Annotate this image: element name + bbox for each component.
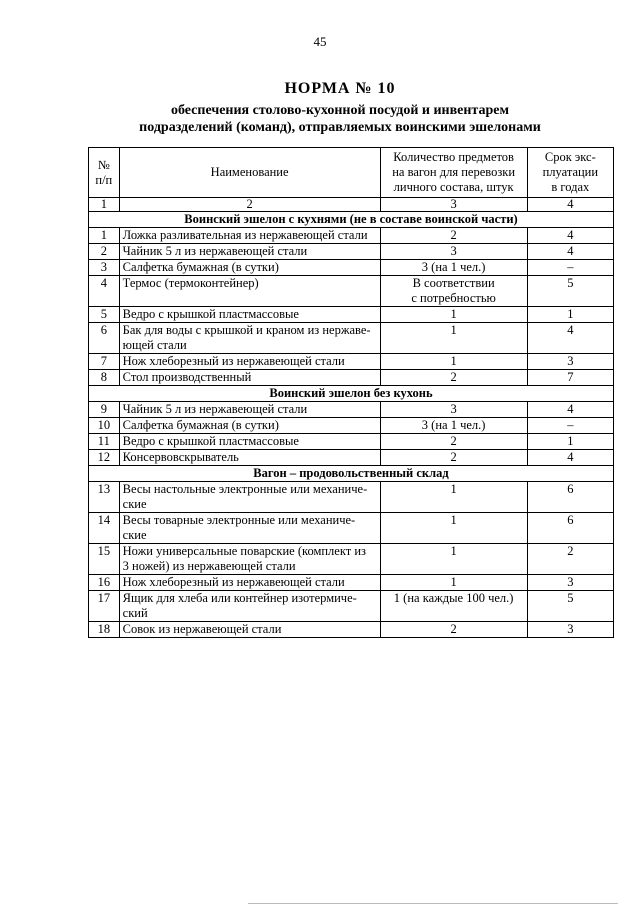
column-number: 4	[527, 198, 613, 212]
item-quantity-line: 1	[450, 307, 457, 321]
section-title: Воинский эшелон без кухонь	[89, 386, 614, 402]
item-service-life: 2	[527, 544, 613, 575]
row-number: 18	[89, 622, 120, 638]
item-quantity	[380, 402, 527, 418]
item-quantity	[380, 544, 527, 575]
item-name	[119, 354, 380, 370]
item-name-line: Ножи универсальные поварские (комплект из	[122, 544, 366, 558]
item-quantity	[380, 513, 527, 544]
item-quantity-line: 1	[450, 575, 457, 589]
item-name-line: Консервовскрыватель	[122, 450, 239, 464]
item-name-line: Чайник 5 л из нержавеющей стали	[122, 244, 308, 258]
section-title: Воинский эшелон с кухнями (не в составе воинской части)	[89, 212, 614, 228]
item-name-line: Салфетка бумажная (в сутки)	[122, 260, 279, 274]
row-number: 4	[89, 276, 120, 307]
item-quantity	[380, 450, 527, 466]
item-quantity	[380, 276, 527, 307]
column-number: 3	[380, 198, 527, 212]
subtitle-line-2: подразделений (команд), отправляемых воинскими эшелонами	[139, 120, 541, 135]
item-service-life: 4	[527, 228, 613, 244]
table-row	[89, 260, 614, 276]
item-name	[119, 370, 380, 386]
table-row	[89, 402, 614, 418]
item-quantity-line: 3	[450, 402, 457, 416]
item-name-line: ские	[122, 497, 147, 511]
table-row	[89, 228, 614, 244]
item-service-life: 4	[527, 402, 613, 418]
subtitle-line-1: обеспечения столово-кухонной посудой и инвентарем	[170, 103, 510, 118]
item-name-line: Весы товарные электронные или механиче-	[122, 513, 356, 527]
column-number: 1	[89, 198, 120, 212]
item-name	[119, 323, 380, 354]
table-row	[89, 244, 614, 260]
item-quantity	[380, 228, 527, 244]
table-row	[89, 307, 614, 323]
row-number: 8	[89, 370, 120, 386]
item-name	[119, 260, 380, 276]
item-quantity	[380, 354, 527, 370]
item-name-line: Ведро с крышкой пластмассовые	[122, 307, 299, 321]
item-quantity-line: 1	[450, 544, 457, 558]
item-name-line: Термос (термоконтейнер)	[122, 276, 259, 290]
item-name-line: Стол производственный	[122, 370, 252, 384]
item-name	[119, 244, 380, 260]
item-service-life: 5	[527, 591, 613, 622]
item-quantity	[380, 482, 527, 513]
table-row	[89, 544, 614, 575]
item-name-line: Бак для воды с крышкой и краном из нержаве-	[122, 323, 371, 337]
table-body	[89, 212, 614, 638]
table-row	[89, 622, 614, 638]
row-number: 11	[89, 434, 120, 450]
item-service-life: 4	[527, 244, 613, 260]
row-number: 16	[89, 575, 120, 591]
item-name	[119, 418, 380, 434]
item-name	[119, 575, 380, 591]
item-name-line: 3 ножей) из нержавеющей стали	[122, 559, 296, 573]
section-header-row	[89, 212, 614, 228]
item-quantity-line: 2	[450, 450, 457, 464]
item-quantity-line: В соответствии	[412, 276, 495, 290]
item-service-life: 5	[527, 276, 613, 307]
table-row	[89, 323, 614, 354]
table-row	[89, 482, 614, 513]
item-name	[119, 544, 380, 575]
item-service-life: 6	[527, 513, 613, 544]
table-row	[89, 450, 614, 466]
item-service-life: 3	[527, 354, 613, 370]
section-header-row	[89, 386, 614, 402]
item-name-line: Нож хлеборезный из нержавеющей стали	[122, 575, 345, 589]
table-row	[89, 513, 614, 544]
header-num: № п/п	[89, 148, 120, 198]
item-name-line: ющей стали	[122, 338, 187, 352]
item-name-line: Ложка разливательная из нержавеющей стали	[122, 228, 368, 242]
row-number: 10	[89, 418, 120, 434]
table-row	[89, 591, 614, 622]
item-quantity-line: 1	[450, 513, 457, 527]
item-service-life: 1	[527, 307, 613, 323]
item-quantity-line: 2	[450, 228, 457, 242]
item-name	[119, 434, 380, 450]
item-quantity	[380, 591, 527, 622]
item-name	[119, 307, 380, 323]
column-number: 2	[119, 198, 380, 212]
row-number: 1	[89, 228, 120, 244]
item-name	[119, 622, 380, 638]
item-name-line: Чайник 5 л из нержавеющей стали	[122, 402, 308, 416]
table-header-row	[89, 148, 614, 198]
item-quantity-line: 1	[450, 354, 457, 368]
row-number: 3	[89, 260, 120, 276]
item-quantity-line: 2	[450, 622, 457, 636]
scan-artifact-line	[248, 903, 618, 904]
row-number: 17	[89, 591, 120, 622]
column-number-row	[89, 198, 614, 212]
item-name-line: Салфетка бумажная (в сутки)	[122, 418, 279, 432]
item-name	[119, 513, 380, 544]
norm-subtitle	[110, 102, 570, 136]
item-quantity	[380, 260, 527, 276]
item-name	[119, 591, 380, 622]
item-name	[119, 450, 380, 466]
header-service-life: Срок экс- плуатации в годах	[527, 148, 613, 198]
table-row	[89, 370, 614, 386]
item-quantity	[380, 244, 527, 260]
item-name-line: Ведро с крышкой пластмассовые	[122, 434, 299, 448]
header-name: Наименование	[119, 148, 380, 198]
item-quantity	[380, 434, 527, 450]
item-quantity-line: с потребностью	[411, 291, 496, 305]
row-number: 5	[89, 307, 120, 323]
item-name-line: Совок из нержавеющей стали	[122, 622, 282, 636]
section-header-row	[89, 466, 614, 482]
table-row	[89, 354, 614, 370]
item-name	[119, 482, 380, 513]
item-quantity-line: 2	[450, 370, 457, 384]
item-service-life: –	[527, 418, 613, 434]
item-quantity	[380, 622, 527, 638]
item-name-line: ский	[122, 606, 148, 620]
item-service-life: 6	[527, 482, 613, 513]
item-quantity	[380, 370, 527, 386]
item-name	[119, 402, 380, 418]
row-number: 15	[89, 544, 120, 575]
table-row	[89, 276, 614, 307]
item-quantity-line: 1	[450, 482, 457, 496]
item-name-line: Нож хлеборезный из нержавеющей стали	[122, 354, 345, 368]
item-service-life: 1	[527, 434, 613, 450]
item-quantity-line: 1	[450, 323, 457, 337]
document-heading	[110, 80, 570, 136]
norm-table	[88, 147, 614, 638]
item-quantity	[380, 307, 527, 323]
row-number: 12	[89, 450, 120, 466]
item-quantity	[380, 418, 527, 434]
item-quantity-line: 1 (на каждые 100 чел.)	[393, 591, 514, 605]
row-number: 9	[89, 402, 120, 418]
item-quantity-line: 3 (на 1 чел.)	[421, 418, 486, 432]
section-title: Вагон – продовольственный склад	[89, 466, 614, 482]
item-service-life: 4	[527, 323, 613, 354]
table-row	[89, 434, 614, 450]
row-number: 7	[89, 354, 120, 370]
page-number: 45	[313, 34, 327, 49]
norm-title: НОРМА № 10	[284, 80, 396, 97]
item-quantity	[380, 323, 527, 354]
item-name	[119, 276, 380, 307]
item-service-life: 4	[527, 450, 613, 466]
item-quantity	[380, 575, 527, 591]
item-name-line: Ящик для хлеба или контейнер изотермиче-	[122, 591, 357, 605]
item-quantity-line: 3 (на 1 чел.)	[421, 260, 486, 274]
header-quantity: Количество предметов на вагон для перевозки личного состава, штук	[380, 148, 527, 198]
item-service-life: 7	[527, 370, 613, 386]
row-number: 6	[89, 323, 120, 354]
row-number: 13	[89, 482, 120, 513]
row-number: 14	[89, 513, 120, 544]
item-name-line: ские	[122, 528, 147, 542]
item-quantity-line: 2	[450, 434, 457, 448]
table-row	[89, 575, 614, 591]
item-quantity-line: 3	[450, 244, 457, 258]
item-service-life: 3	[527, 622, 613, 638]
item-service-life: –	[527, 260, 613, 276]
table-row	[89, 418, 614, 434]
item-service-life: 3	[527, 575, 613, 591]
item-name	[119, 228, 380, 244]
item-name-line: Весы настольные электронные или механиче-	[122, 482, 368, 496]
row-number: 2	[89, 244, 120, 260]
